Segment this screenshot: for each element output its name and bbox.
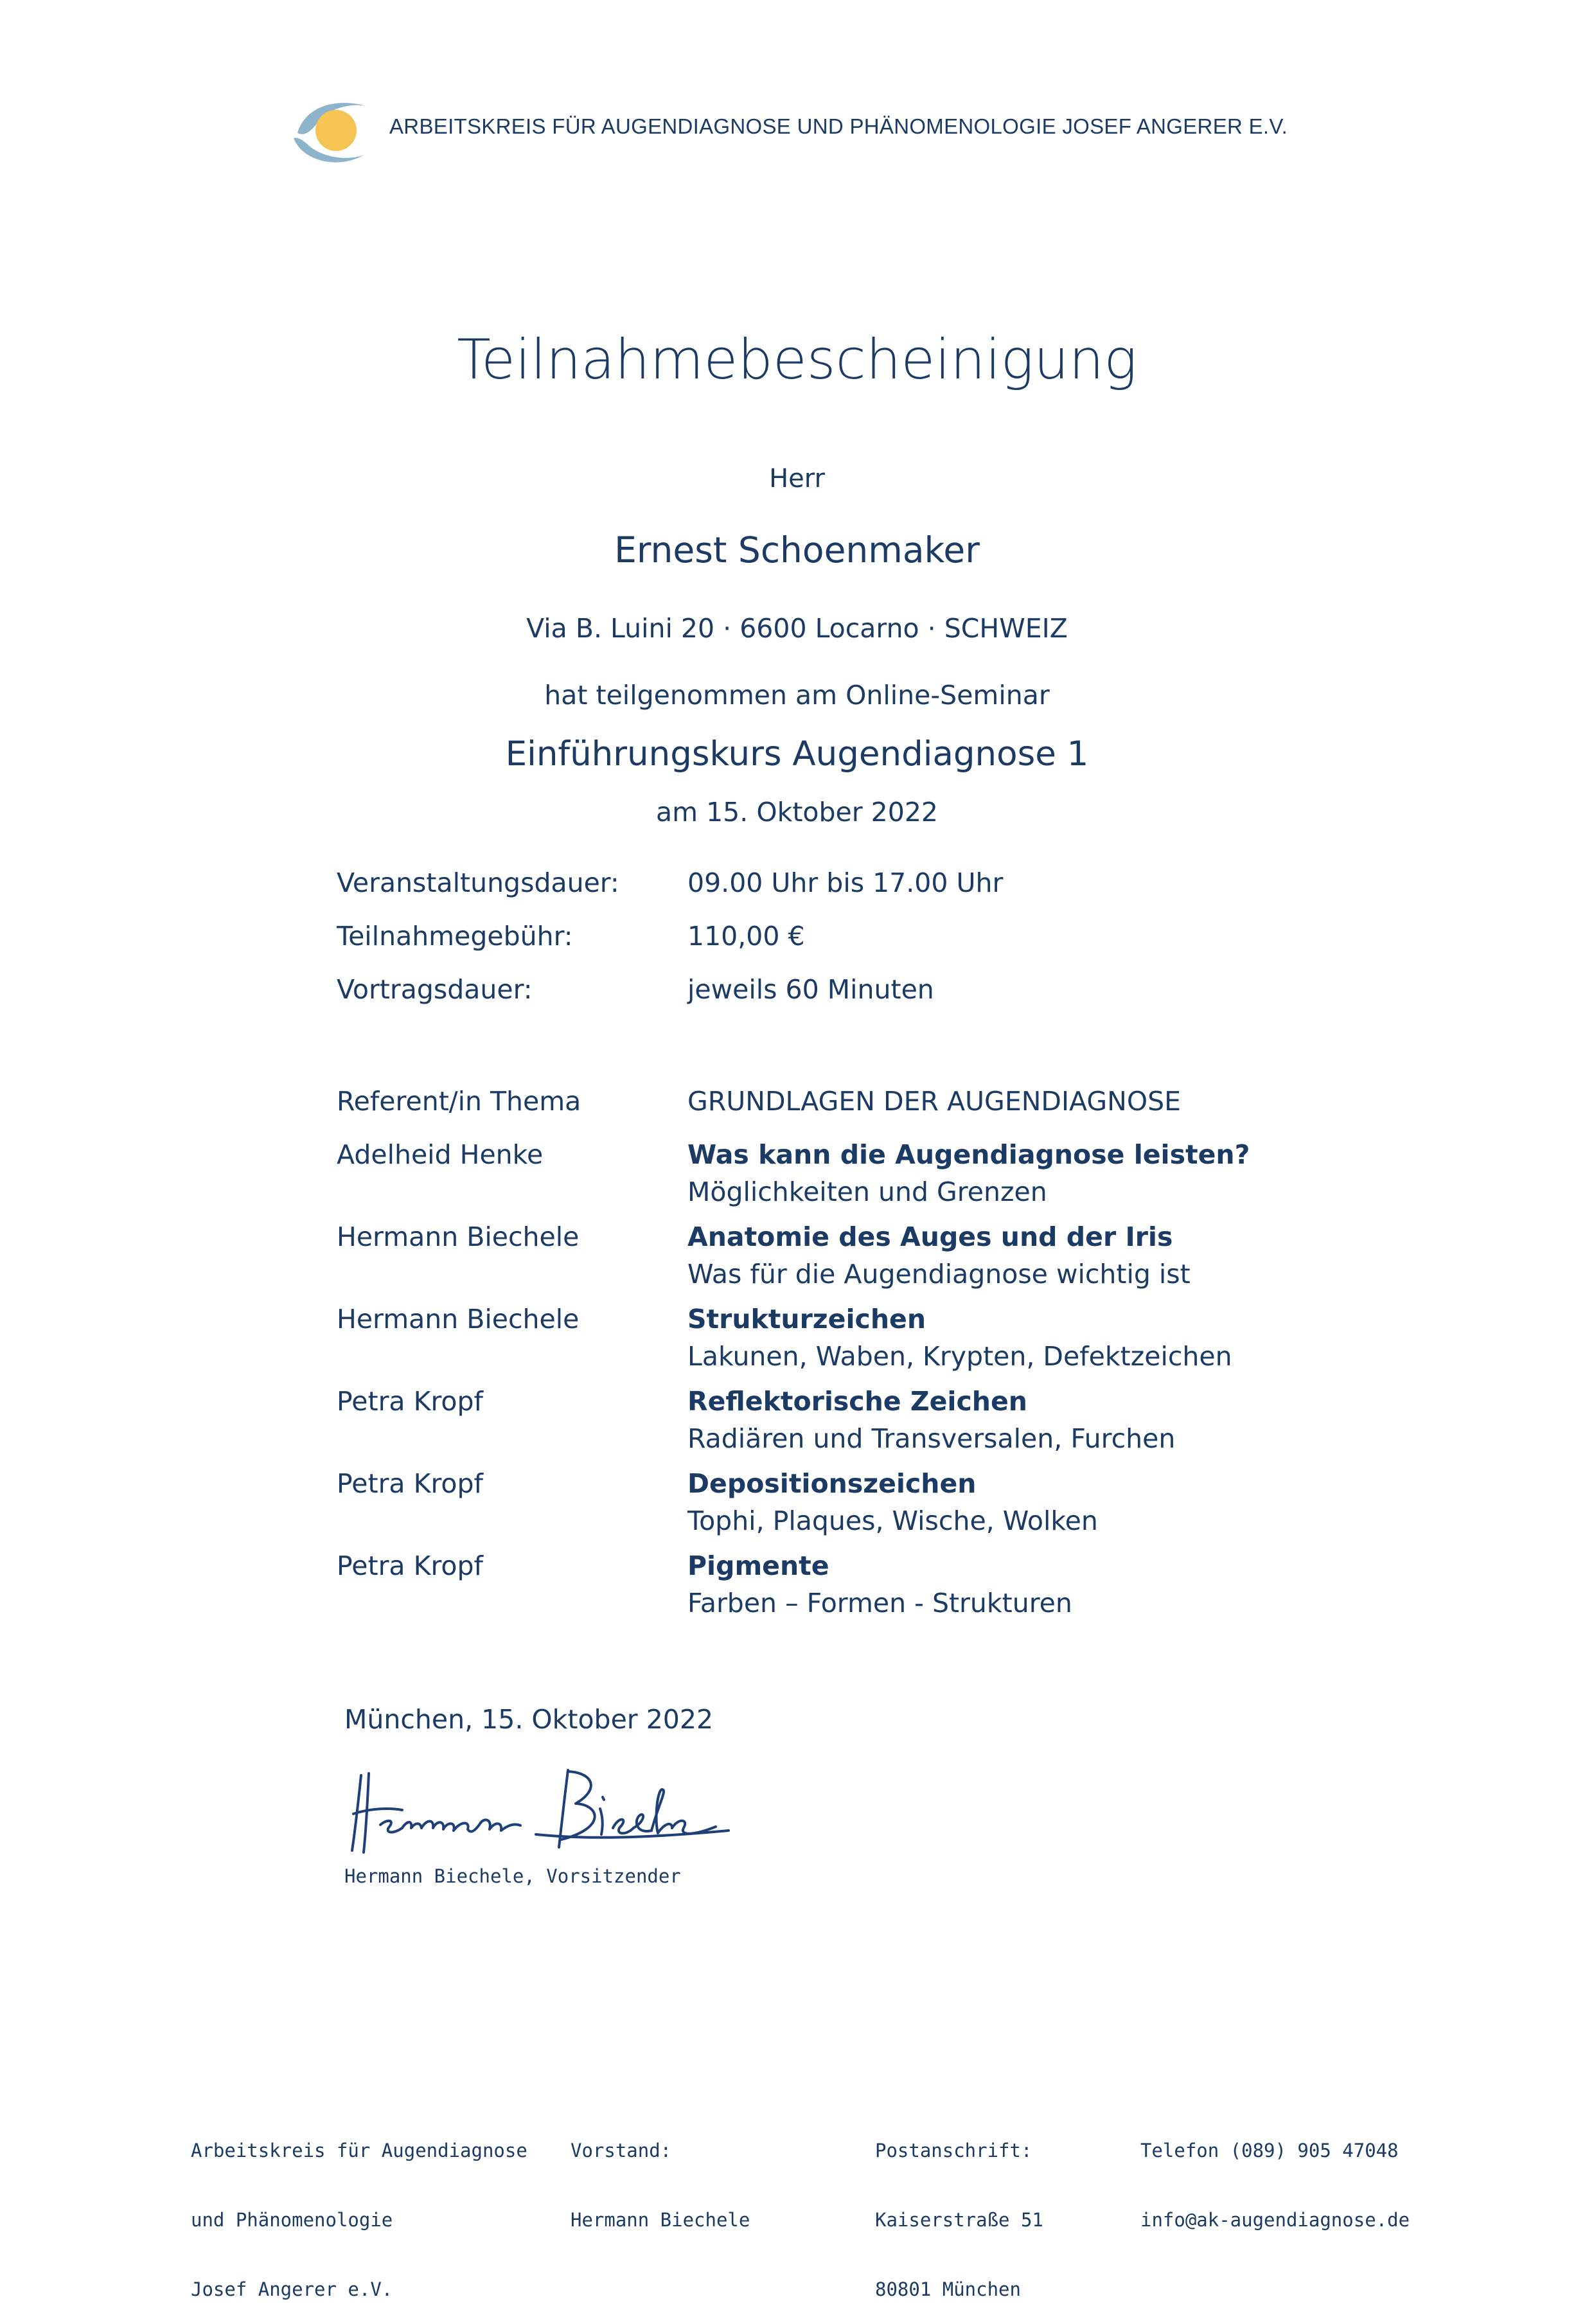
session-subtitle: Möglichkeiten und Grenzen	[687, 1176, 1047, 1207]
detail-value-lecture-duration: jeweils 60 Minuten	[687, 974, 934, 1005]
detail-label-fee: Teilnahmegebühr:	[337, 921, 573, 952]
certificate-title: Teilnahmebescheinigung	[457, 328, 1137, 392]
signer-name: Hermann Biechele, Vorsitzender	[344, 1865, 681, 1887]
participation-intro: hat teilgenommen am Online-Seminar	[544, 680, 1050, 711]
footer-org-line: Josef Angerer e.V.	[191, 2278, 393, 2300]
session-topic: Pigmente	[687, 1550, 829, 1581]
session-speaker: Petra Kropf	[337, 1550, 483, 1581]
footer-board	[571, 2093, 750, 2255]
session-subtitle: Radiären und Transversalen, Furchen	[687, 1423, 1176, 1454]
participant-name: Ernest Schoenmaker	[614, 529, 980, 571]
program-header-theme: GRUNDLAGEN DER AUGENDIAGNOSE	[687, 1086, 1182, 1117]
session-speaker: Adelheid Henke	[337, 1139, 544, 1170]
detail-value-fee: 110,00 €	[687, 921, 805, 952]
footer-organization	[191, 2093, 527, 2324]
footer-board-line: Hermann Biechele	[571, 2209, 750, 2231]
footer-phone: Telefon (089) 905 47048	[1140, 2140, 1399, 2161]
session-topic: Anatomie des Auges und der Iris	[687, 1221, 1173, 1252]
salutation: Herr	[769, 464, 825, 493]
detail-value-duration: 09.00 Uhr bis 17.00 Uhr	[687, 867, 1004, 898]
course-date: am 15. Oktober 2022	[656, 797, 938, 828]
footer-org-line: und Phänomenologie	[191, 2209, 393, 2231]
footer-org-line: Arbeitskreis für Augendiagnose	[191, 2140, 527, 2161]
session-subtitle: Lakunen, Waben, Krypten, Defektzeichen	[687, 1341, 1232, 1372]
footer-board-line: Vorstand:	[571, 2140, 672, 2161]
course-title: Einführungskurs Augendiagnose 1	[505, 734, 1089, 774]
organization-header: ARBEITSKREIS FÜR AUGENDIAGNOSE UND PHÄNOMENOLOGIE JOSEF ANGERER E.V.	[389, 114, 1288, 138]
session-subtitle: Farben – Formen - Strukturen	[687, 1588, 1072, 1619]
detail-label-lecture-duration: Vortragsdauer:	[337, 974, 533, 1005]
footer-email: info@ak-augendiagnose.de	[1140, 2209, 1410, 2231]
eye-sun-logo-icon	[292, 93, 379, 169]
footer-postal-line: 80801 München	[875, 2278, 1021, 2300]
session-speaker: Petra Kropf	[337, 1386, 483, 1417]
session-topic: Strukturzeichen	[687, 1304, 926, 1335]
session-speaker: Petra Kropf	[337, 1468, 483, 1499]
session-topic: Was kann die Augendiagnose leisten?	[687, 1139, 1250, 1170]
detail-label-duration: Veranstaltungsdauer:	[337, 867, 619, 898]
session-topic: Depositionszeichen	[687, 1468, 977, 1499]
footer-contact	[1140, 2093, 1410, 2255]
session-speaker: Hermann Biechele	[337, 1221, 580, 1252]
footer-postal-line: Postanschrift:	[875, 2140, 1032, 2161]
handwritten-signature	[343, 1764, 735, 1860]
place-date: München, 15. Oktober 2022	[344, 1704, 714, 1735]
session-speaker: Hermann Biechele	[337, 1304, 580, 1335]
program-header-speaker: Referent/in Thema	[337, 1086, 581, 1117]
session-subtitle: Was für die Augendiagnose wichtig ist	[687, 1259, 1191, 1290]
participant-address: Via B. Luini 20 · 6600 Locarno · SCHWEIZ	[526, 613, 1068, 644]
session-topic: Reflektorische Zeichen	[687, 1386, 1027, 1417]
footer-postal-address	[875, 2093, 1043, 2324]
footer-postal-line: Kaiserstraße 51	[875, 2209, 1043, 2231]
session-subtitle: Tophi, Plaques, Wische, Wolken	[687, 1505, 1098, 1536]
